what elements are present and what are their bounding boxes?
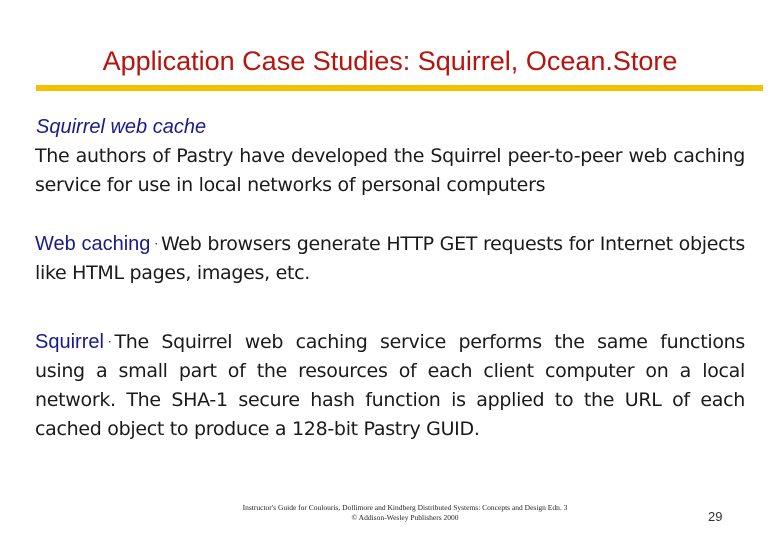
- footer-line-2: © Addison-Wesley Publishers 2000: [351, 513, 459, 522]
- footer-line-1: Instructor's Guide for Coulouris, Dollimore and Kindberg Distributed Systems: Concepts and Design Edn. 3: [242, 503, 568, 512]
- bullet-separator: ·: [154, 237, 158, 251]
- slide-title: Application Case Studies: Squirrel, Ocean.Store: [102, 46, 678, 76]
- squirrel-term: Squirrel: [35, 331, 104, 353]
- squirrel-paragraph: [35, 328, 745, 444]
- title-underline: [36, 85, 763, 91]
- web-caching-term: Web caching: [35, 233, 151, 255]
- bullet-separator: ·: [107, 335, 112, 349]
- footer-credit: [200, 503, 610, 523]
- page-number: 29: [708, 509, 723, 524]
- web-caching-text: Web browsers generate HTTP GET requests for Internet objects like HTML pages, images, etc.: [35, 233, 745, 284]
- web-caching-paragraph: [35, 230, 745, 288]
- squirrel-text: The Squirrel web caching service performs the same functions using a small part of the resources of each client computer on a local network. The SHA-1 secure hash function is applied to the URL of each cached object to produce a 128-bit Pastry GUID.: [35, 331, 745, 440]
- section-heading: Squirrel web cache: [36, 116, 207, 138]
- intro-paragraph: The authors of Pastry have developed the Squirrel peer-to-peer web caching service for use in local networks of personal computers: [35, 145, 745, 196]
